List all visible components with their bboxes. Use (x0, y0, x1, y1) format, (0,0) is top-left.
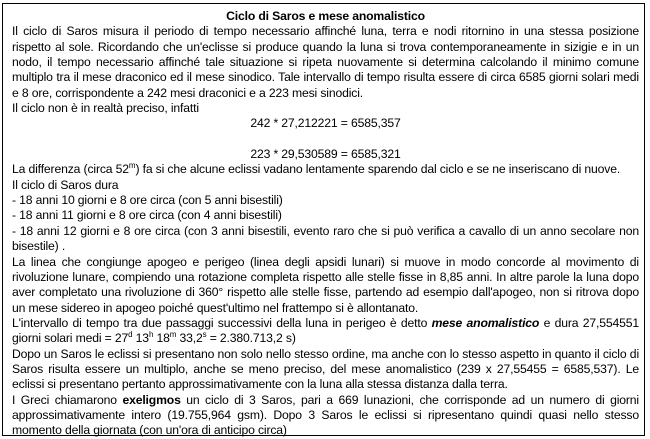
paragraph-difference (12, 162, 639, 177)
spacer (12, 132, 639, 147)
document-content (12, 9, 639, 439)
paragraph-anomalistic-month (12, 316, 639, 347)
paragraph-not-precise: Il ciclo non è in realtà preciso, infatti (12, 101, 199, 116)
anomalistic-duration: e dura 27,554551 giorni solari medi = 27 (12, 315, 640, 346)
days-superscript: d (128, 330, 133, 340)
difference-text: La differenza (circa 52 (12, 162, 129, 177)
hours-superscript: h (148, 330, 154, 340)
document-title: Ciclo di Saros e mese anomalistico (226, 9, 425, 23)
text-box (2, 3, 645, 436)
seconds-superscript: s (202, 330, 207, 340)
paragraph-apsides: La linea che congiunge apogeo e perigeo (linea degli apsidi lunari) si muove in modo concorde al movimento di rivoluzione lunare, compiendo una rotazione completa rispetto alle stelle fisse in 8,85 anni. In altre parole la luna dopo aver completato una rivoluzione di 360° rispetto alle stelle fisse, partendo ad esempio dall'apogeo, non si ritrova dopo un mese sidereo in apogeo poiché quest'ultimo nel frattempo si è allontanato. (12, 254, 639, 315)
minutes-superscript: m (169, 330, 177, 340)
seconds-value: 33,2 (176, 331, 203, 346)
list-item: - 18 anni 12 giorni e 8 ore circa (con 3 anni bisestili, evento raro che si può verifica a cavallo di un anno secolare non bisestile) . (12, 223, 639, 254)
formula-draconic: 242 * 27,212221 = 6585,357 (250, 116, 401, 131)
total-seconds: = 2.380.713,2 s) (206, 331, 296, 346)
exeligmos-text: I Greci chiamarono (12, 392, 123, 407)
list-item: - 18 anni 10 giorni e 8 ore circa (con 5 anni bisestili) (12, 193, 283, 208)
difference-text-end: ) fa si che alcune eclissi vadano lentamente sparendo dal ciclo e se ne inseriscano di nuove. (135, 162, 621, 177)
hours-value: 13 (132, 331, 149, 346)
paragraph-duration: Il ciclo di Saros dura (12, 177, 119, 192)
paragraph-exeligmos (12, 393, 639, 439)
exeligmos-text-end: un ciclo di 3 Saros, pari a 669 lunazioni, che corrisponde ad un numero di giorni approssimativamente intero (19.755,964 gsm). Dopo 3 Saros le eclissi si ripresentano quindi quasi nello stesso momento della giornata (con un'ora di anticipo circa) (12, 392, 639, 438)
paragraph-saros-aspect: Dopo un Saros le eclissi si presentano non solo nello stesso ordine, ma anche con lo stesso aspetto in quanto il ciclo di Saros risulta essere un multiplo, anche se meno preciso, del mese anomalistico (239 x 27,55455 = 6585,537). Le eclissi si presentano pertanto approssimativamente con la luna alla stessa distanza dalla terra. (12, 346, 639, 392)
list-item: - 18 anni 11 giorni e 8 ore circa (con 4 anni bisestili) (12, 208, 282, 223)
formula-synodic: 223 * 29,530589 = 6585,321 (250, 147, 401, 162)
minutes-value: 18 (153, 331, 170, 346)
anomalistic-text: L'intervallo di tempo tra due passaggi successivi della luna in perigeo è detto (12, 315, 432, 330)
term-exeligmos: exeligmos (122, 392, 181, 407)
term-mese-anomalistico: mese anomalistico (431, 315, 540, 330)
paragraph-saros-definition: Il ciclo di Saros misura il periodo di tempo necessario affinché luna, terra e nodi ritornino in una stessa posizione rispetto al sole. Ricordando che un'eclisse si produce quando la luna si trova contemporaneamente in sizigie e in un nodo, il tempo necessario affinché tale situazione si ripeta nuovamente si determina calcolando il minimo comune multiplo tra il mese draconico ed il mese sinodico. Tale intervallo di tempo risulta essere di circa 6585 giorni solari medi e 8 ore, corrispondente a 242 mesi draconici e a 223 mesi sinodici. (12, 24, 639, 100)
minutes-superscript: m (128, 161, 136, 171)
